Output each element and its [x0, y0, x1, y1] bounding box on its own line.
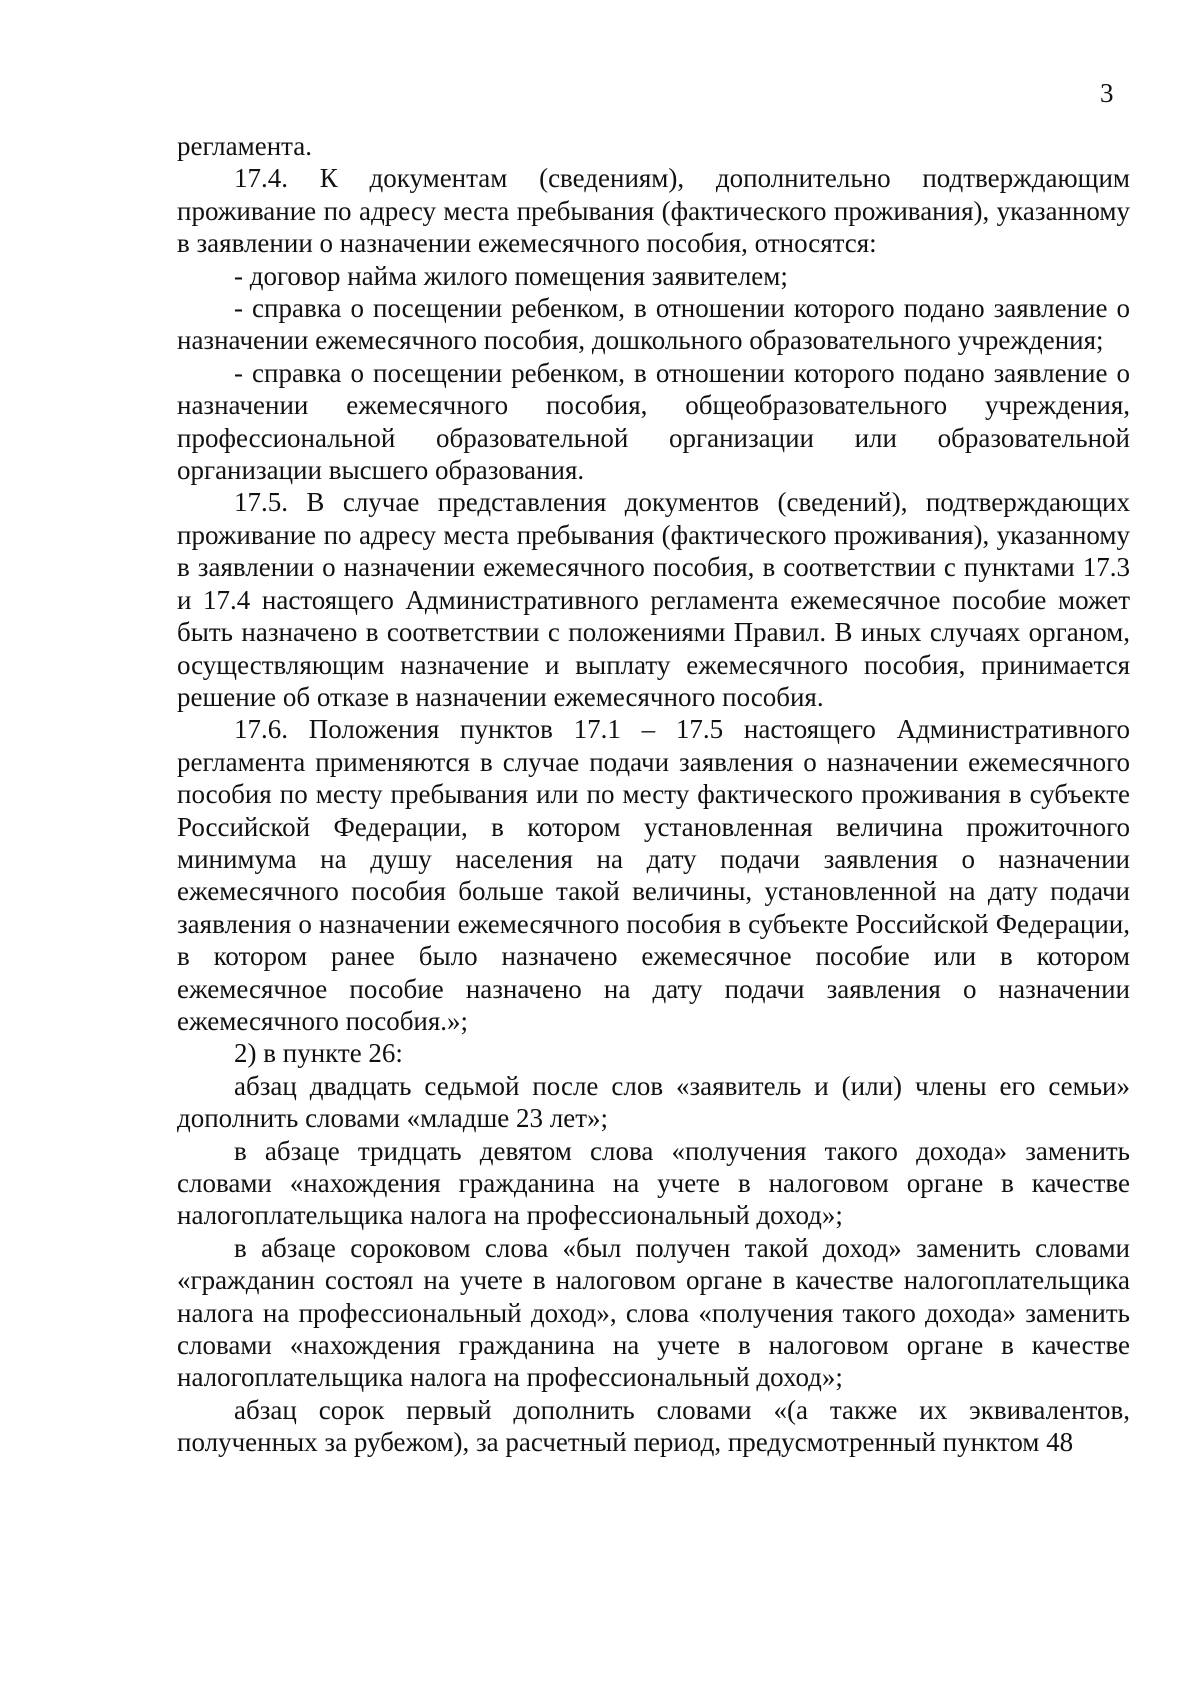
paragraph-abzac-39: в абзаце тридцать девятом слова «получения такого дохода» заменить словами «нахождения гражданина на учете в налоговом органе в качестве налогоплательщика налога на профессиональный доход»; [177, 1135, 1130, 1231]
list-item-preschool-certificate: - справка о посещении ребенком, в отношении которого подано заявление о назначении ежемесячного пособия, дошкольного образовательного учреждения; [177, 293, 1130, 356]
paragraph-17-5: 17.5. В случае представления документов (сведений), подтверждающих проживание по адресу места пребывания (фактического проживания), указанному в заявлении о назначении ежемесячного пособия, в соответствии с пунктами 17.3 и 17.4 настоящего Административного регламента ежемесячное пособие может быть назначено в соответствии с положениями Правил. В иных случаях органом, осуществляющим назначение и выплату ежемесячного пособия, принимается решение об отказе в назначении ежемесячного пособия. [177, 487, 1130, 712]
paragraph-abzac-27: абзац двадцать седьмой после слов «заявитель и (или) члены его семьи» дополнить словами «младше 23 лет»; [177, 1070, 1130, 1134]
paragraph-abzac-41: абзац сорок первый дополнить словами «(а также их эквивалентов, полученных за рубежом), за расчетный период, предусмотренный пунктом 48 [177, 1394, 1130, 1458]
paragraph-item-26: 2) в пункте 26: [234, 1038, 403, 1069]
document-body [177, 130, 1130, 1459]
list-item-lease-agreement: - договор найма жилого помещения заявителем; [234, 260, 788, 291]
paragraph-abzac-40: в абзаце сороковом слова «был получен такой доход» заменить словами «гражданин состоял на учете в налоговом органе в качестве налогоплательщика налога на профессиональный доход», слова «получения такого дохода» заменить словами «нахождения гражданина на учете в налоговом органе в качестве налогоплательщика налога на профессиональный доход»; [177, 1232, 1130, 1393]
paragraph-17-4: 17.4. К документам (сведениям), дополнительно подтверждающим проживание по адресу места пребывания (фактического проживания), указанному в заявлении о назначении ежемесячного пособия, относятся: [177, 163, 1130, 259]
page-number: 3 [1100, 78, 1114, 108]
list-item-school-certificate: - справка о посещении ребенком, в отношении которого подано заявление о назначении ежемесячного пособия, общеобразовательного учреждения, профессиональной образовательной организации или образовательной организации высшего образования. [177, 357, 1130, 486]
paragraph-17-6: 17.6. Положения пунктов 17.1 – 17.5 настоящего Административного регламента применяются в случае подачи заявления о назначении ежемесячного пособия по месту пребывания или по месту фактического проживания в субъекте Российской Федерации, в котором установленная величина прожиточного минимума на душу населения на дату подачи заявления о назначении ежемесячного пособия больше такой величины, установленной на дату подачи заявления о назначении ежемесячного пособия в субъекте Российской Федерации, в котором ранее было назначено ежемесячное пособие или в котором ежемесячное пособие назначено на дату подачи заявления о назначении ежемесячного пособия.»; [177, 714, 1130, 1036]
paragraph-continuation: регламента. [177, 131, 313, 161]
